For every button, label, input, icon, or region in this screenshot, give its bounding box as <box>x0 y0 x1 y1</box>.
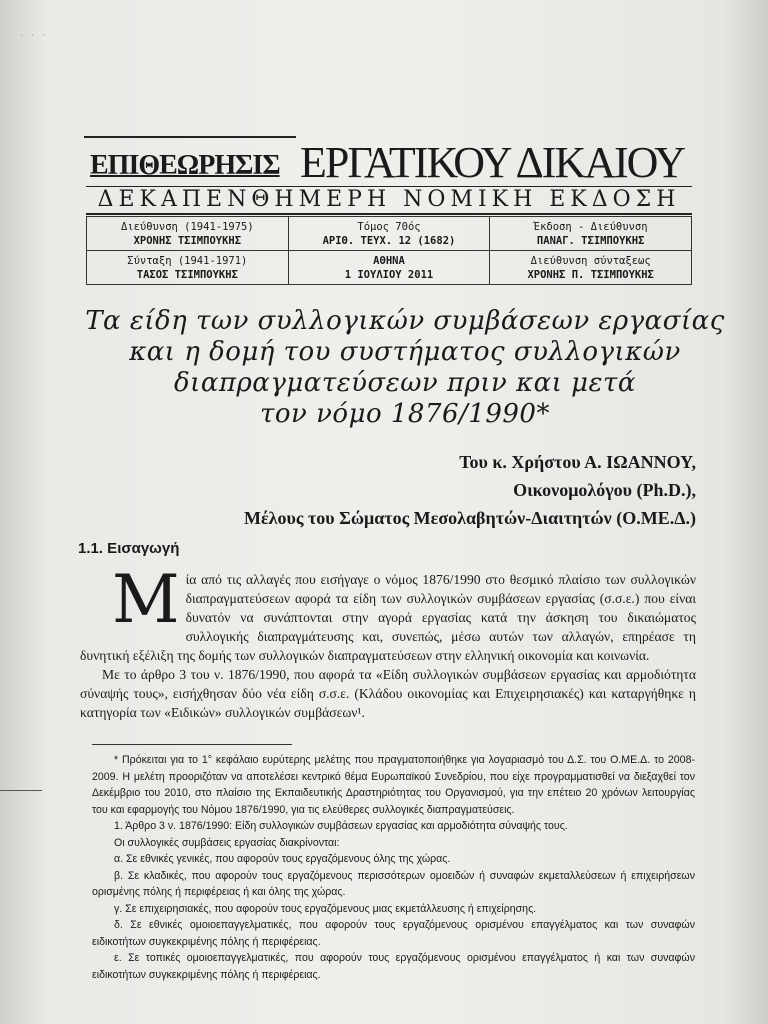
info-label: Διεύθυνση σύνταξεως <box>530 254 651 267</box>
section-heading: 1.1. Εισαγωγή <box>78 540 180 557</box>
drop-cap: Μ <box>112 561 180 638</box>
paragraph: Με το άρθρο 3 του ν. 1876/1990, που αφορά τα «Είδη συλλογικών συμβάσεων εργασίας και αρμοδιότητα σύναψής τους», εισήχθησαν δύο νέα είδη σ.σ.ε. (Κλάδου οικονομίας και Επιχειρησιακές) και καταργήθηκε η κατηγορία των «Ειδικών» συλλογικών συμβάσεων¹. <box>80 667 696 720</box>
info-cell <box>87 251 289 285</box>
info-value: ΤΑΣΟΣ ΤΣΙΜΠΟΥΚΗΣ <box>136 268 238 281</box>
footnote: Οι συλλογικές συμβάσεις εργασίας διακρίνονται: <box>114 836 340 849</box>
info-cell <box>490 217 692 251</box>
article-title <box>60 306 750 430</box>
masthead-title-right: ΕΡΓΑΤΙΚΟΥ ΔΙΚΑΙΟΥ <box>300 138 684 187</box>
footnote: * Πρόκειται για το 1° κεφάλαιο ευρύτερης μελέτης που πραγματοποιήθηκε για λογαριασμό του Δ.Σ. του Ο.ΜΕ.Δ. το 2008-2009. Η μελέτη προοριζόταν να αποτελέσει κεντρικό θέμα Ευρωπαϊκού Συνεδρίου, που είχε προγραμματισθεί να διεξαχθεί τον Δεκέμβριο του 2010, στο πλαίσιο της Εκπαιδευτικής Δραστηριότητας του Οργανισμού, για την επέτειο 20 χρόνων λειτουργίας του και εφαρμογής του Νόμου 1876/1990, για τις ελεύθερες συλλογικές διαπραγματεύσεις. <box>92 754 695 816</box>
info-value: ΧΡΟΝΗΣ ΤΣΙΜΠΟΥΚΗΣ <box>133 234 242 247</box>
masthead-subtitle: ΔΕΚΑΠΕΝΘΗΜΕΡΗ ΝΟΜΙΚΗ ΕΚΔΟΣΗ <box>86 186 692 215</box>
info-cell <box>288 217 490 251</box>
info-value: ΑΡΙΘ. ΤΕΥΧ. 12 (1682) <box>322 234 456 247</box>
article-title-line: τον νόμο 1876/1990* <box>260 399 550 429</box>
masthead-info-table <box>86 216 692 285</box>
author-line: Οικονομολόγου (Ph.D.), <box>513 480 696 500</box>
footnotes <box>92 752 695 983</box>
info-value: ΠΑΝΑΓ. ΤΣΙΜΠΟΥΚΗΣ <box>536 234 645 247</box>
footnote-item: α. Σε εθνικές γενικές, που αφορούν τους εργαζόμενους όλης της χώρας. <box>114 853 451 865</box>
footnote-item: γ. Σε επιχειρησιακές, που αφορούν τους εργαζόμενους μιας εκμετάλλευσης ή επιχείρησης. <box>114 902 537 915</box>
masthead-top-rule <box>84 136 296 138</box>
article-title-line: Τα είδη των συλλογικών συμβάσεων εργασίας <box>85 306 725 336</box>
author-line: Του κ. Χρήστου Α. ΙΩΑΝΝΟΥ, <box>459 452 696 472</box>
info-cell <box>490 251 692 285</box>
paragraph: ία από τις αλλαγές που εισήγαγε ο νόμος 1876/1990 στο θεσμικό πλαίσιο των συλλογικών διαπραγματεύσεων αφορά τα είδη των συλλογικών συμβάσεων εργασίας (σ.σ.ε.) που είναι δυνατόν να συνάπτονται στην αγορά εργασίας κατά την άσκηση του δικαιώματος συλλογικής διαπραγμάτευσης και, συνεπώς, μέσω αυτών των αλλαγών, επηρέασε τη δυνητική εξέλιξη της δομής των συλλογικών διαπραγματεύσεων στην ελληνική οικονομία και κοινωνία. <box>80 572 696 663</box>
footnote-item: ε. Σε τοπικές ομοιοεπαγγελματικές, που αφορούν τους εργαζόμενους ορισμένου επαγγέλματος ή και των συναφών ειδικοτήτων συγκεκριμένης πόλης ή περιφέρειας. <box>92 952 695 981</box>
info-label: ΑΘΗΝΑ <box>373 254 405 267</box>
info-cell <box>288 251 490 285</box>
article-title-line: διαπραγματεύσεων πριν και μετά <box>174 368 636 398</box>
footnote-item: β. Σε κλαδικές, που αφορούν τους εργαζόμενους περισσότερων ομοειδών ή συναφών εκμεταλλεύσεων ή επιχειρήσεων ορισμένης πόλης ή περιφέρειας ή και όλης της χώρας. <box>92 869 695 898</box>
author-line: Μέλους του Σώματος Μεσολαβητών-Διαιτητών (Ο.ΜΕ.Δ.) <box>244 508 696 528</box>
article-body <box>80 561 696 722</box>
masthead-title-left: ΕΠΙΘΕΩΡΗΣΙΣ <box>90 150 280 181</box>
article-title-line: και η δομή του συστήματος συλλογικών <box>129 337 681 367</box>
info-row <box>87 217 692 251</box>
footnote-item: δ. Σε εθνικές ομοιοεπαγγελματικές, που αφορούν τους εργαζόμενους ορισμένου επαγγέλματος και των συναφών ειδικοτήτων συγκεκριμένης πόλης ή περιφέρειας. <box>92 919 695 948</box>
info-cell <box>87 217 289 251</box>
info-label: Διεύθυνση (1941-1975) <box>120 220 254 233</box>
info-value: 1 ΙΟΥΛΙΟΥ 2011 <box>344 268 434 281</box>
info-label: Σύνταξη (1941-1971) <box>127 254 248 267</box>
author-block <box>46 448 696 532</box>
footnote-rule <box>92 744 292 745</box>
info-row <box>87 251 692 285</box>
info-value: ΧΡΟΝΗΣ Π. ΤΣΙΜΠΟΥΚΗΣ <box>527 268 654 281</box>
info-label: Τόμος 70ός <box>357 220 421 233</box>
scan-speck: · · · <box>20 30 49 40</box>
info-label: Έκδοση - Διεύθυνση <box>533 220 648 233</box>
footnote: 1. Άρθρο 3 ν. 1876/1990: Είδη συλλογικών συμβάσεων εργασίας και αρμοδιότητα σύναψής τους. <box>114 820 568 832</box>
masthead-title <box>90 140 690 186</box>
margin-mark <box>0 790 42 791</box>
